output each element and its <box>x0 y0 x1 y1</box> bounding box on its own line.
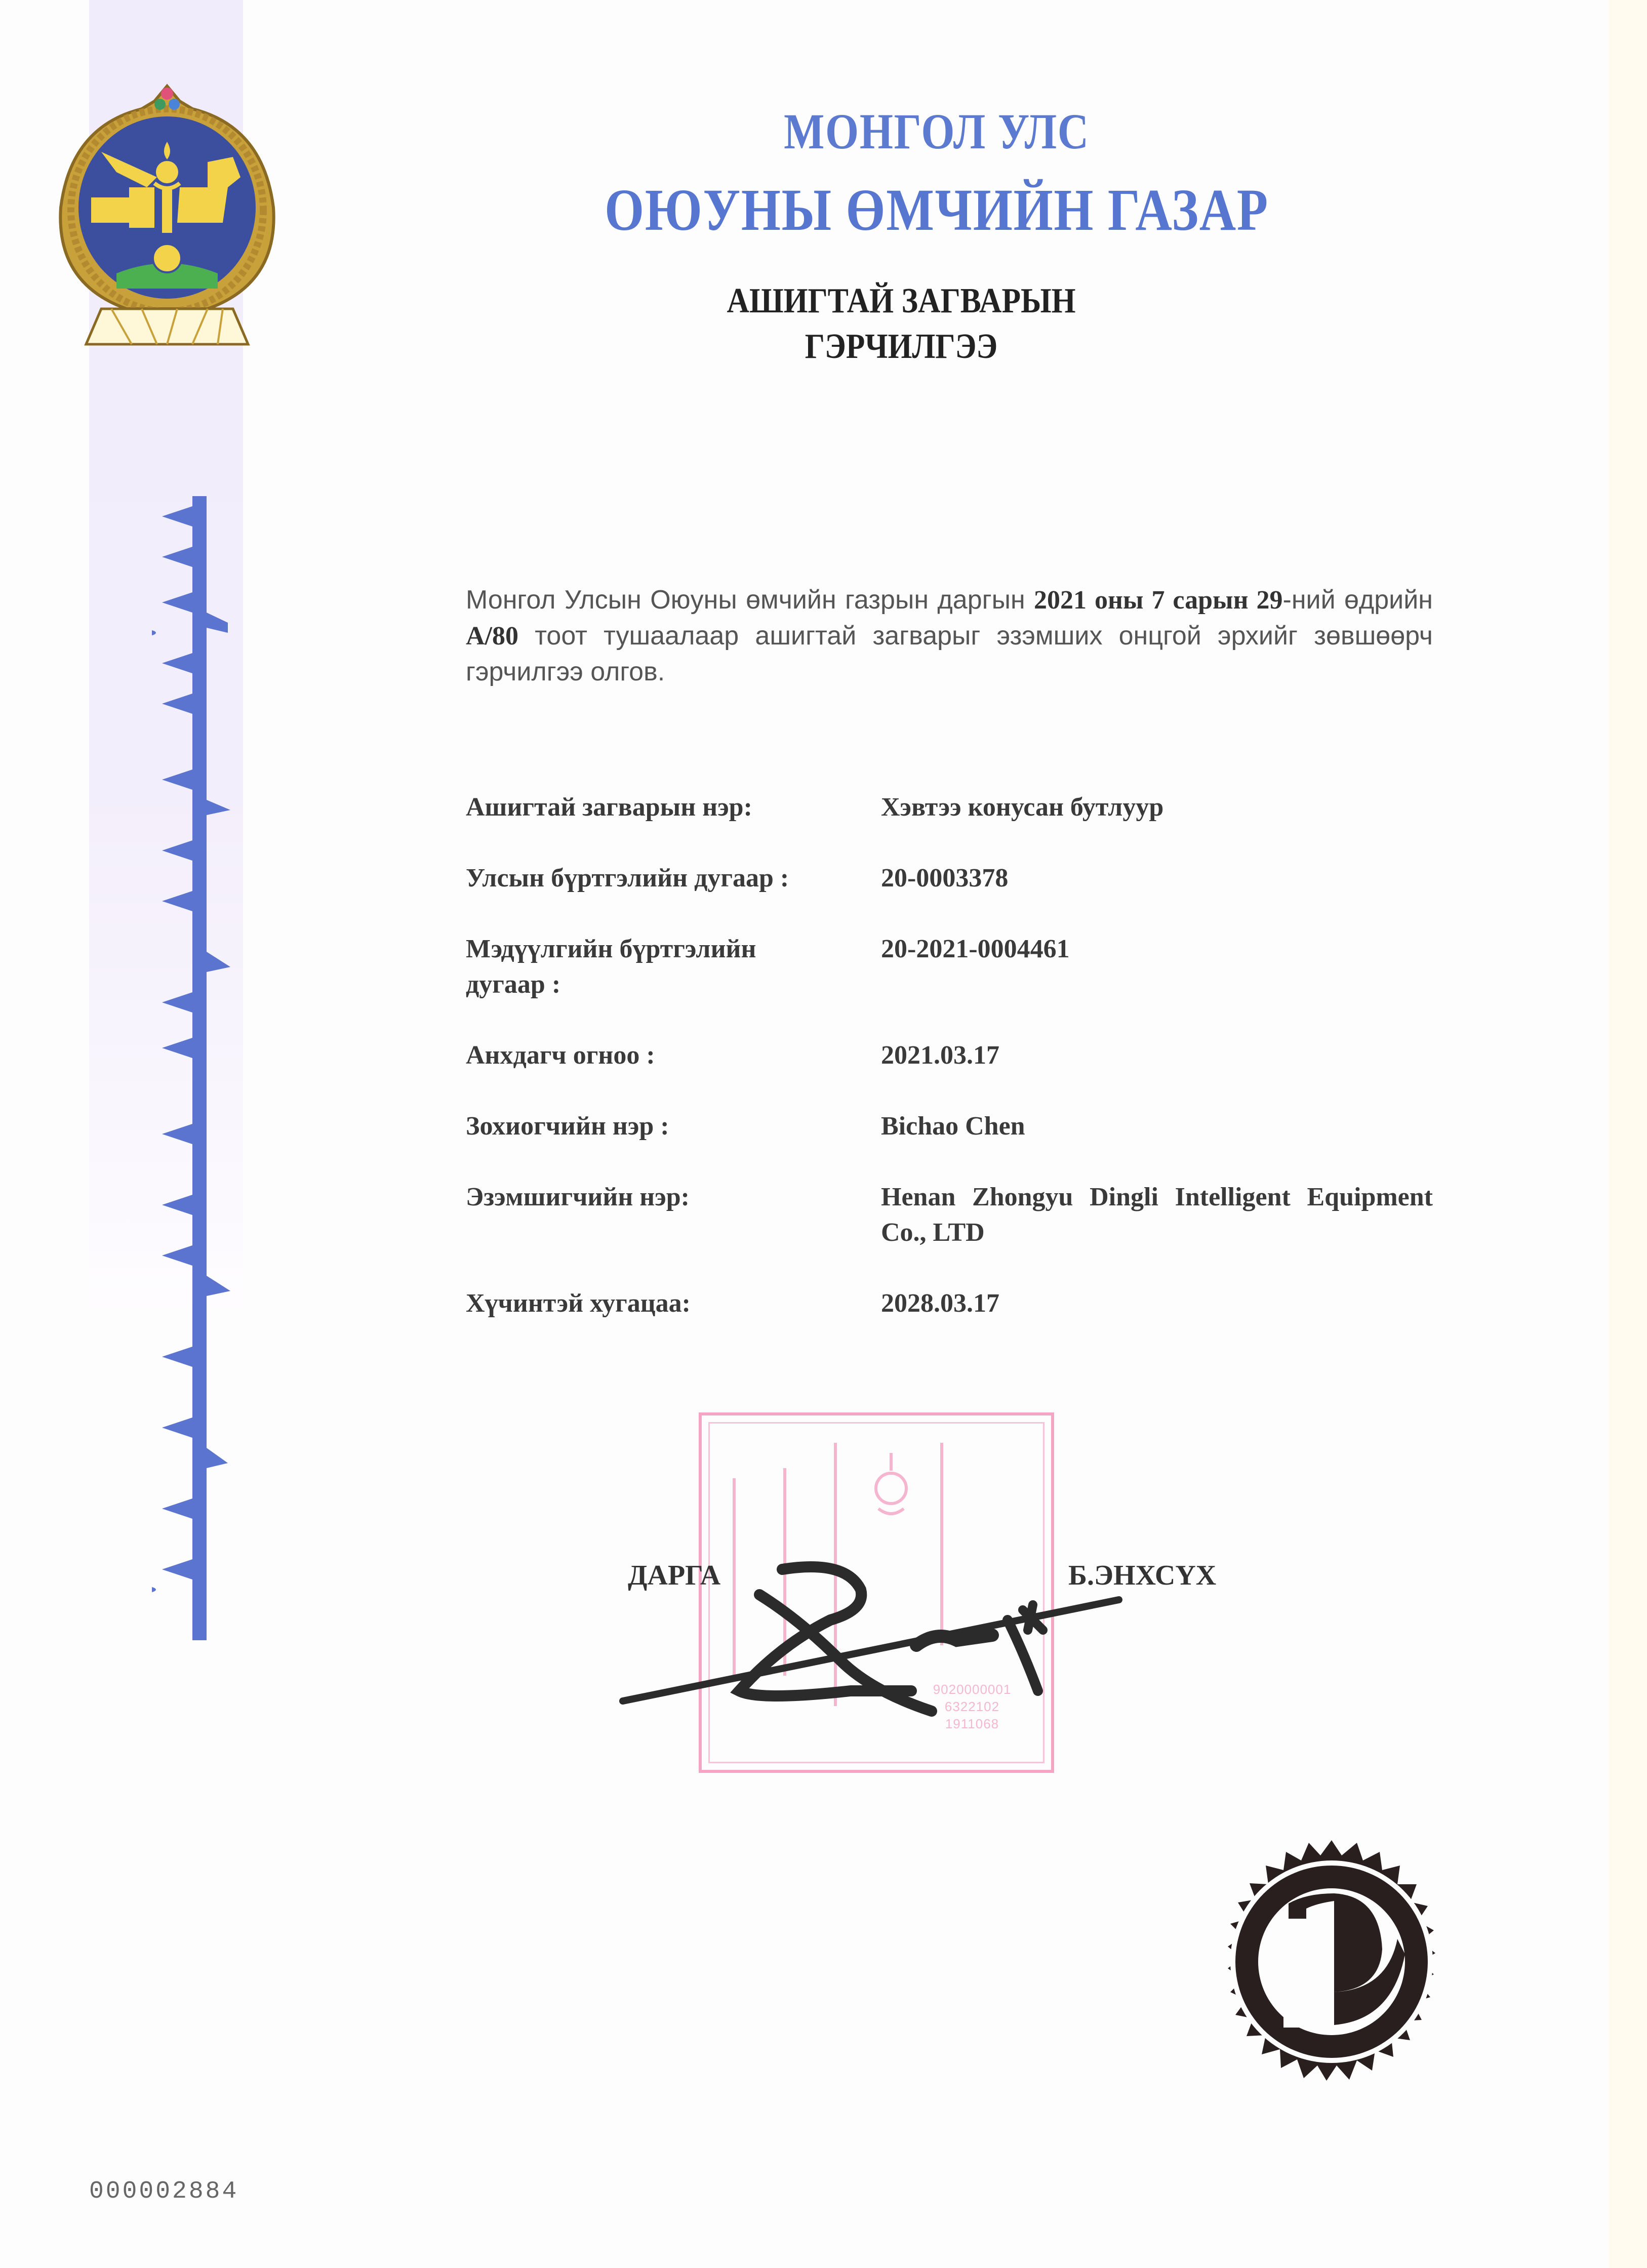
signatory-name: Б.ЭНХСҮХ <box>1068 1560 1217 1591</box>
field-application-number <box>466 932 1433 1002</box>
grant-text-3: тоот тушаалаар ашигтай загварыг эзэмших онцгой эрхийг зөвшөөрч гэрчилгээ олгов. <box>466 621 1433 686</box>
document-title <box>656 278 1146 370</box>
serial-number: 000002884 <box>89 2178 239 2205</box>
field-value: 2028.03.17 <box>881 1289 999 1318</box>
agency-title: ОЮУНЫ ӨМЧИЙН ГАЗАР <box>605 177 1269 243</box>
field-label: Эзэмшигчийн нэр: <box>466 1183 690 1211</box>
field-value: Bichao Chen <box>881 1112 1025 1141</box>
field-value: Henan Zhongyu Dingli Intelligent Equipment Co., LTD <box>881 1183 1433 1247</box>
field-priority-date <box>466 1038 1433 1073</box>
mongolia-emblem-icon <box>41 71 294 354</box>
field-label: Зохиогчийн нэр : <box>466 1112 669 1141</box>
order-date: 2021 оны 7 сарын 29 <box>1034 586 1283 615</box>
field-label: Хүчинтэй хугацаа: <box>466 1289 691 1318</box>
certificate-fields <box>466 790 1433 1357</box>
order-number: A/80 <box>466 622 518 651</box>
handwritten-signature-icon <box>608 1407 1266 1772</box>
field-expiry <box>466 1286 1433 1321</box>
field-label: Анхдагч огноо : <box>466 1041 655 1070</box>
field-inventor <box>466 1109 1433 1144</box>
signature-block <box>608 1407 1266 1772</box>
field-label: Ашигтай загварын нэр: <box>466 793 752 822</box>
field-value: 20-0003378 <box>881 864 1009 893</box>
stamp-line: 1911068 <box>945 1716 999 1731</box>
document-title-line2: ГЭРЧИЛГЭЭ <box>805 327 998 366</box>
grant-text-2: -ний өдрийн <box>1282 585 1433 615</box>
mongolian-script-icon <box>152 486 233 1660</box>
stamp-line: 6322102 <box>944 1699 1000 1714</box>
grant-statement <box>466 582 1433 690</box>
country-title: МОНГОЛ УЛС <box>784 103 1090 159</box>
document-title-line1: АШИГТАЙ ЗАГВАРЫН <box>727 281 1076 320</box>
field-value: 20-2021-0004461 <box>881 935 1070 963</box>
field-registration-number <box>466 861 1433 896</box>
field-value: 2021.03.17 <box>881 1041 999 1070</box>
field-label: Улсын бүртгэлийн дугаар : <box>466 864 789 893</box>
field-value: Хэвтээ конусан бутлуур <box>881 793 1164 822</box>
ip-office-seal-icon <box>1205 1838 1458 2091</box>
field-label: Мэдүүлгийн бүртгэлийн дугаар : <box>466 935 756 999</box>
grant-text-1: Монгол Улсын Оюуны өмчийн газрын даргын <box>466 585 1034 615</box>
signatory-title: ДАРГА <box>628 1560 721 1591</box>
field-model-name <box>466 790 1433 825</box>
page-edge <box>1609 0 1647 2268</box>
stamp-line: 9020000001 <box>933 1682 1012 1697</box>
field-owner <box>466 1180 1433 1250</box>
issuer-header <box>506 96 1367 253</box>
